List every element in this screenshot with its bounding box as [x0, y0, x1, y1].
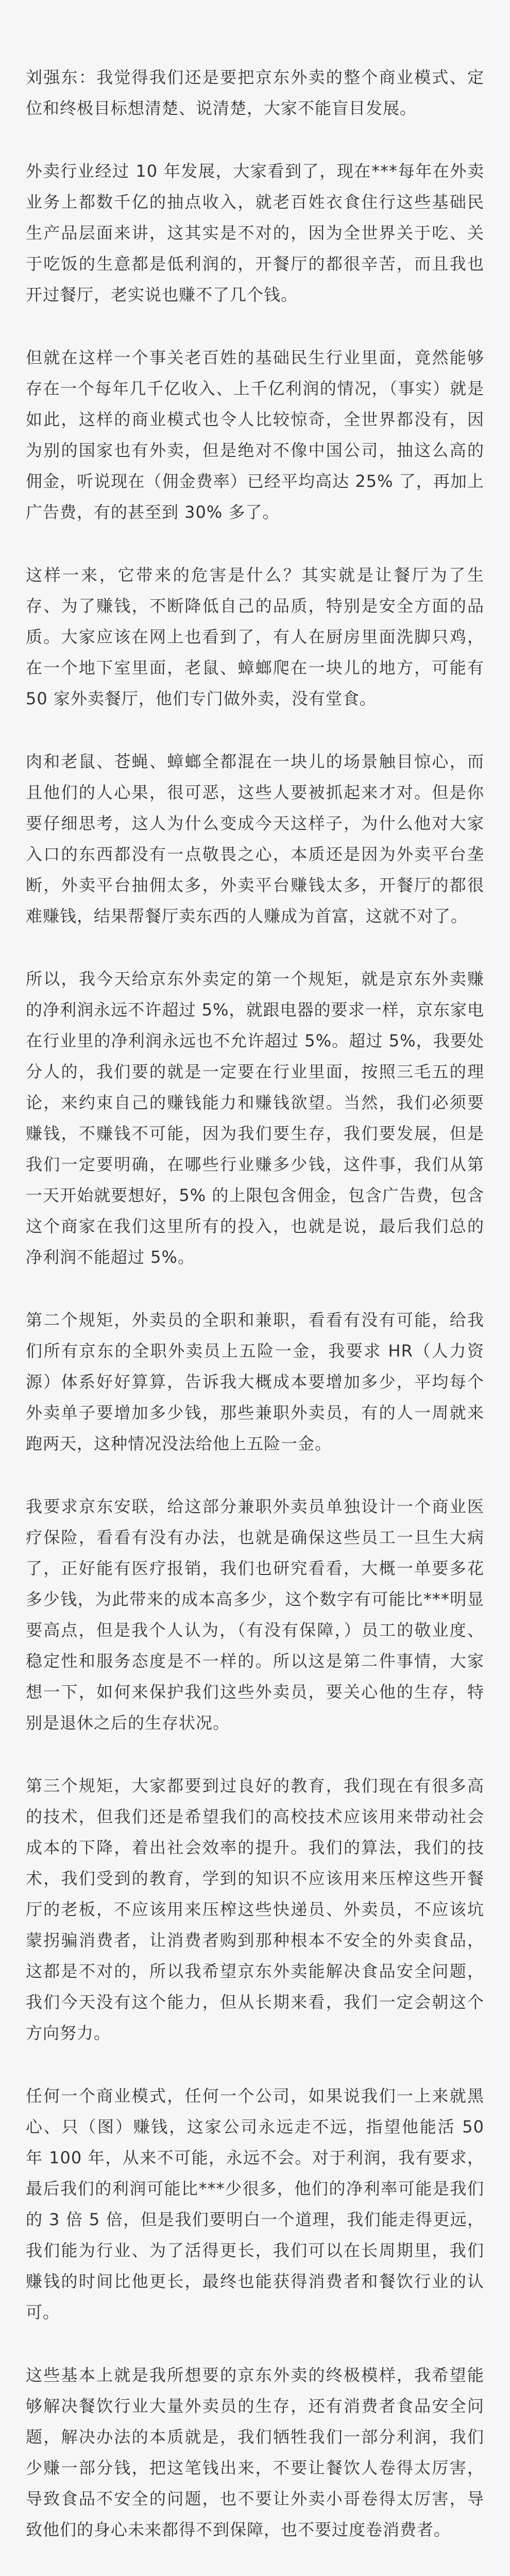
article-paragraph: 刘强东：我觉得我们还是要把京东外卖的整个商业模式、定位和终极目标想清楚、说清楚，大家不能盲目发展。	[26, 67, 484, 118]
article-paragraph: 外卖行业经过 10 年发展，大家看到了，现在***每年在外卖业务上都数千亿的抽点收入，就老百姓衣食住行这些基础民生产品层面来讲，这其实是不对的，因为全世界关于吃、关于吃饭的生意都是低利润的，开餐厅的都很辛苦，而且我也开过餐厅，老实说也赚不了几个钱。	[26, 161, 484, 304]
article-body	[26, 62, 484, 2576]
article-paragraph: 但就在这样一个事关老百姓的基础民生行业里面，竟然能够存在一个每年几千亿收入、上千亿利润的情况，（事实）就是如此，这样的商业模式也令人比较惊奇，全世界都没有，因为别的国家也有外卖，但是绝对不像中国公司，抽这么高的佣金，听说现在（佣金费率）已经平均高达 25% 了，再加上广告费，有的甚至到 30% 多了。	[26, 348, 484, 522]
article-paragraph: 我要求京东安联，给这部分兼职外卖员单独设计一个商业医疗保险，看看有没有办法，也就是确保这些员工一旦生大病了，正好能有医疗报销，我们也研究看看，大概一单要多花多少钱，为此带来的成本高多少，这个数字有可能比***明显要高点，但是我个人认为，（有没有保障，）员工的敬业度、稳定性和服务态度是不一样的。所以这是第二件事情，大家想一下，如何来保护我们这些外卖员，要关心他的生存，特别是退休之后的生存状况。	[26, 1497, 484, 1733]
article-paragraph: 第二个规矩，外卖员的全职和兼职，看看有没有可能，给我们所有京东的全职外卖员上五险一金，我要求 HR（人力资源）体系好好算算，告诉我大概成本要增加多少，平均每个外卖单子要增加多少钱，那些兼职外卖员，有的人一周就来跑两天，这种情况没法给他上五险一金。	[26, 1310, 484, 1453]
article-paragraph: 这些基本上就是我所想要的京东外卖的终极模样，我希望能够解决餐饮行业大量外卖员的生存，还有消费者食品安全问题，解决办法的本质就是，我们牺牲我们一部分利润，我们少赚一部分钱，把这笔钱出来，不要让餐饮人卷得太厉害，导致食品不安全的问题，也不要让外卖小哥卷得太厉害，导致他们的身心未来都得不到保障，也不要过度卷消费者。	[26, 2365, 484, 2539]
article-paragraph: 第三个规矩，大家都要到过良好的教育，我们现在有很多高的技术，但我们还是希望我们的高校技术应该用来带动社会成本的下降，着出社会效率的提升。我们的算法，我们的技术，我们受到的教育，学到的知识不应该用来压榨这些开餐厅的老板，不应该用来压榨这些快递员、外卖员，不应该坑蒙拐骗消费者，让消费者购到那种根本不安全的外卖食品，这都是不对的，所以我希望京东外卖能解决食品安全问题，我们今天没有这个能力，但从长期来看，我们一定会朝这个方向努力。	[26, 1776, 484, 2043]
article-paragraph: 肉和老鼠、苍蝇、蟑螂全都混在一块儿的场景触目惊心，而且他们的人心果，很可恶，这些人要被抓起来才对。但是你要仔细思考，这人为什么变成今天这样子，为什么他对大家入口的东西都没有一点敬畏之心，本质还是因为外卖平台垄断，外卖平台抽佣太多，外卖平台赚钱太多，开餐厅的都很难赚钱，结果帮餐厅卖东西的人赚成为首富，这就不对了。	[26, 752, 484, 926]
article-paragraph: 这样一来，它带来的危害是什么？其实就是让餐厅为了生存、为了赚钱，不断降低自己的品质，特别是安全方面的品质。大家应该在网上也看到了，有人在厨房里面洗脚只鸡，在一个地下室里面，老鼠、蟑螂爬在一块儿的地方，可能有 50 家外卖餐厅，他们专门做外卖，没有堂食。	[26, 565, 484, 708]
article-paragraph: 所以，我今天给京东外卖定的第一个规矩，就是京东外卖赚的净利润永远不许超过 5%，就跟电器的要求一样，京东家电在行业里的净利润永远也不允许超过 5%。超过 5%，我要处分人的，我们要的就是一定要在行业里面，按照三毛五的理论，来约束自己的赚钱能力和赚钱欲望。当然，我们必须要赚钱，不赚钱不可能，因为我们要生存，我们要发展，但是我们一定要明确，在哪些行业赚多少钱，这件事，我们从第一天开始就要想好，5% 的上限包含佣金，包含广告费，包含这个商家在我们这里所有的投入，也就是说，最后我们总的净利润不能超过 5%。	[26, 969, 484, 1267]
article-paragraph: 任何一个商业模式，任何一个公司，如果说我们一上来就黑心、只（图）赚钱，这家公司永远走不远，指望他能活 50 年 100 年，从来不可能，永远不会。对于利润，我有要求，最后我们的利润可能比***少很多，他们的净利率可能是我们的 3 倍 5 倍，但是我们要明白一个道理，我们能走得更远，我们能为行业、为了活得更长，我们可以在长周期里，我们赚钱的时间比他更长，最终也能获得消费者和餐饮行业的认可。	[26, 2086, 484, 2322]
